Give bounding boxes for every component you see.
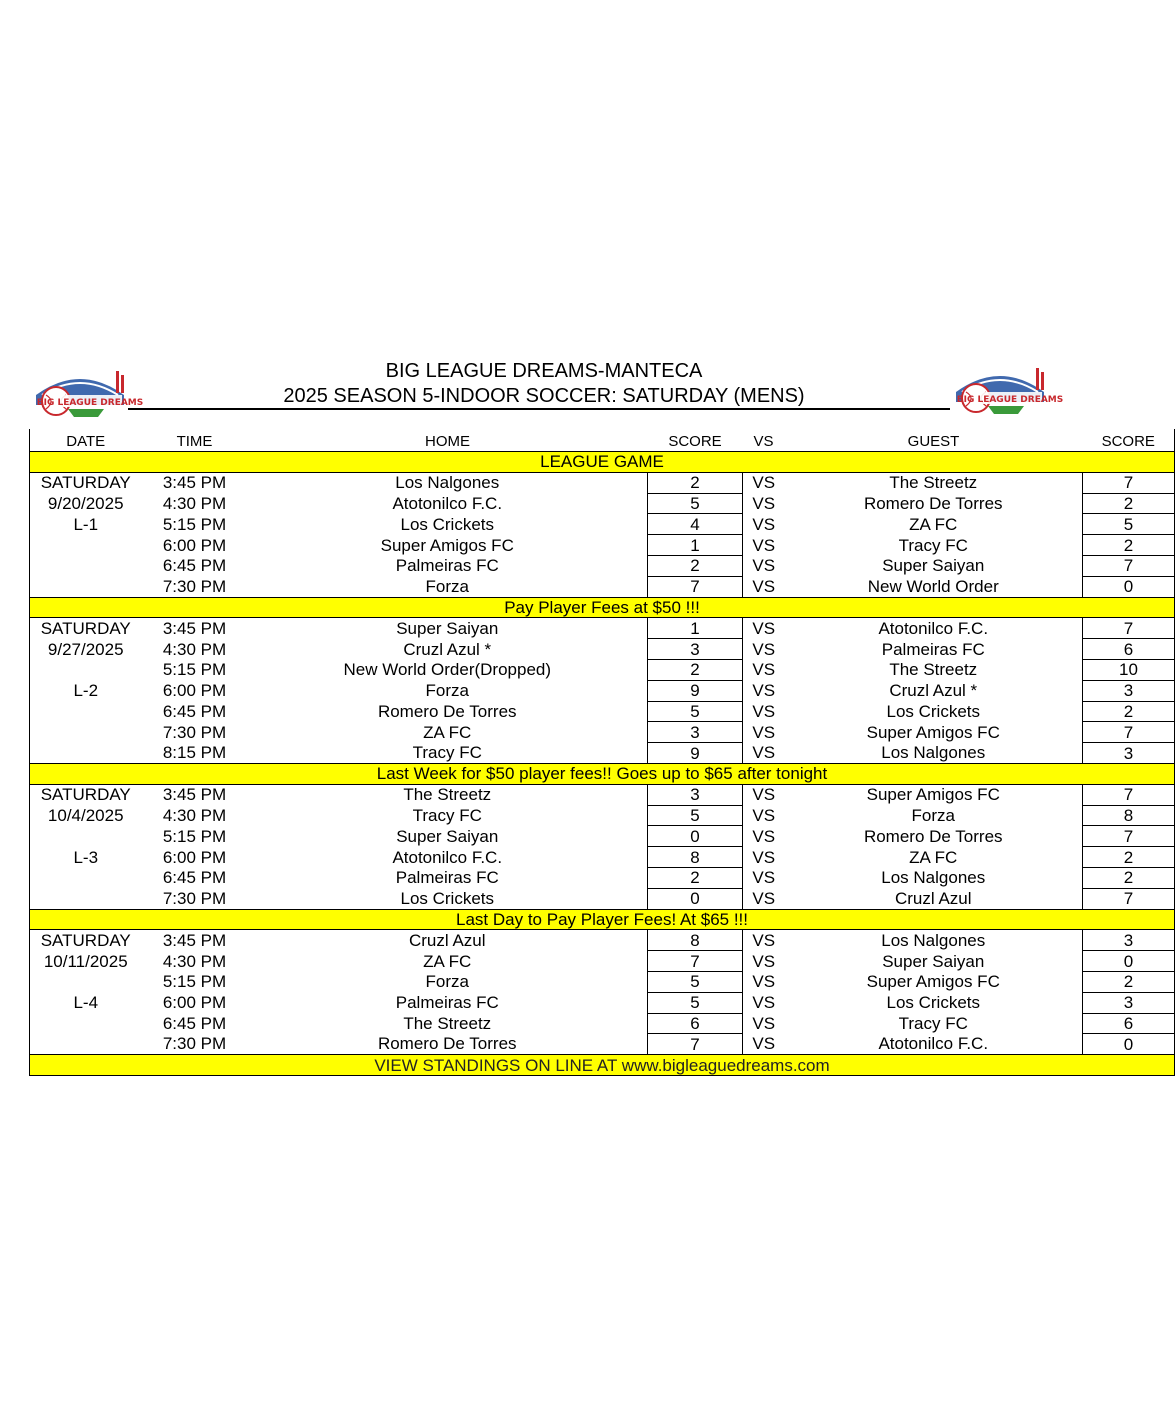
guest-score: 2 xyxy=(1083,971,1175,992)
home-team: Cruzl Azul * xyxy=(403,639,492,659)
home-score: 9 xyxy=(648,743,743,764)
home-team: ZA FC xyxy=(423,722,472,742)
date-label: 9/20/2025 xyxy=(47,493,124,513)
guest-score: 2 xyxy=(1083,535,1175,556)
game-row xyxy=(30,992,1175,1013)
guest-score: 3 xyxy=(1083,743,1175,764)
big-league-dreams-logo-left xyxy=(32,365,144,421)
date-label xyxy=(30,701,142,722)
vs-label: VS xyxy=(752,993,776,1013)
banner-text: Last Day to Pay Player Fees! At $65 !!! xyxy=(30,909,1175,930)
vs-label: VS xyxy=(752,743,776,763)
banner-row xyxy=(30,763,1175,784)
banner-row xyxy=(30,452,1175,473)
home-score: 3 xyxy=(648,722,743,743)
column-header: HOME xyxy=(248,433,648,452)
game-row xyxy=(30,971,1175,992)
vs-label: VS xyxy=(752,722,776,742)
vs-label: VS xyxy=(752,785,776,805)
home-team: Super Amigos FC xyxy=(380,535,514,555)
home-team: Los Crickets xyxy=(400,888,495,908)
game-time: 6:00 PM xyxy=(162,993,227,1013)
home-team: Los Crickets xyxy=(400,514,495,534)
game-time: 5:15 PM xyxy=(162,514,227,534)
game-row xyxy=(30,493,1175,514)
game-time: 5:15 PM xyxy=(162,972,227,992)
guest-score: 7 xyxy=(1083,784,1175,805)
vs-label: VS xyxy=(752,701,776,721)
date-label: SATURDAY xyxy=(40,473,131,493)
home-team: Cruzl Azul xyxy=(408,930,486,950)
date-label: 9/27/2025 xyxy=(47,639,124,659)
date-label: SATURDAY xyxy=(40,619,131,639)
guest-team: Super Amigos FC xyxy=(866,972,1000,992)
date-label: L-4 xyxy=(73,993,99,1013)
home-team: Super Saiyan xyxy=(396,619,499,639)
vs-label: VS xyxy=(752,556,776,576)
game-time: 7:30 PM xyxy=(162,576,227,596)
guest-team: Romero De Torres xyxy=(863,493,1003,513)
home-score: 5 xyxy=(648,992,743,1013)
game-row xyxy=(30,701,1175,722)
game-time: 6:00 PM xyxy=(162,681,227,701)
home-team: Tracy FC xyxy=(412,743,482,763)
game-time: 5:15 PM xyxy=(162,660,227,680)
vs-label: VS xyxy=(752,681,776,701)
home-team: Romero De Torres xyxy=(377,701,517,721)
game-time: 6:45 PM xyxy=(162,1013,227,1033)
vs-label: VS xyxy=(752,514,776,534)
home-team: The Streetz xyxy=(403,785,492,805)
home-score: 4 xyxy=(648,514,743,535)
vs-label: VS xyxy=(752,1034,776,1054)
game-row xyxy=(30,618,1175,639)
game-row xyxy=(30,784,1175,805)
game-time: 3:45 PM xyxy=(162,930,227,950)
svg-text:BIG LEAGUE DREAMS: BIG LEAGUE DREAMS xyxy=(36,398,144,408)
game-row xyxy=(30,722,1175,743)
game-row xyxy=(30,888,1175,909)
game-row xyxy=(30,951,1175,972)
game-time: 6:45 PM xyxy=(162,556,227,576)
guest-team: Super Amigos FC xyxy=(866,785,1000,805)
svg-text:BIG LEAGUE DREAMS: BIG LEAGUE DREAMS xyxy=(956,395,1064,405)
banner-text: LEAGUE GAME xyxy=(30,452,1175,473)
guest-team: Super Saiyan xyxy=(882,951,985,971)
banner-text: Last Week for $50 player fees!! Goes up to $65 after tonight xyxy=(30,763,1175,784)
date-label xyxy=(30,1034,142,1055)
guest-team: ZA FC xyxy=(909,514,958,534)
date-label xyxy=(30,743,142,764)
date-label xyxy=(30,576,142,597)
home-score: 7 xyxy=(648,576,743,597)
date-label xyxy=(30,971,142,992)
guest-team: Tracy FC xyxy=(898,535,968,555)
home-score: 8 xyxy=(648,847,743,868)
guest-team: Tracy FC xyxy=(898,1013,968,1033)
home-team: Palmeiras FC xyxy=(395,868,499,888)
guest-score: 2 xyxy=(1083,847,1175,868)
home-team: Super Saiyan xyxy=(396,826,499,846)
game-time: 3:45 PM xyxy=(162,785,227,805)
game-time: 4:30 PM xyxy=(162,951,227,971)
game-row xyxy=(30,1034,1175,1055)
date-label xyxy=(30,888,142,909)
guest-score: 0 xyxy=(1083,576,1175,597)
date-label: 10/4/2025 xyxy=(47,805,124,825)
home-team: Palmeiras FC xyxy=(395,556,499,576)
guest-score: 0 xyxy=(1083,1034,1175,1055)
guest-team: Super Amigos FC xyxy=(866,722,1000,742)
vs-label: VS xyxy=(752,805,776,825)
date-label: SATURDAY xyxy=(40,785,131,805)
page-subtitle: 2025 SEASON 5-INDOOR SOCCER: SATURDAY (MENS) xyxy=(283,385,805,407)
vs-label: VS xyxy=(752,930,776,950)
page-title: BIG LEAGUE DREAMS-MANTECA xyxy=(385,360,703,382)
home-score: 8 xyxy=(648,930,743,951)
vs-label: VS xyxy=(752,826,776,846)
home-score: 7 xyxy=(648,951,743,972)
vs-label: VS xyxy=(752,660,776,680)
vs-label: VS xyxy=(752,888,776,908)
game-row xyxy=(30,576,1175,597)
home-team: Palmeiras FC xyxy=(395,993,499,1013)
guest-score: 7 xyxy=(1083,472,1175,493)
home-team: ZA FC xyxy=(423,951,472,971)
game-time: 6:00 PM xyxy=(162,847,227,867)
guest-team: Los Nalgones xyxy=(881,930,986,950)
guest-team: The Streetz xyxy=(889,660,978,680)
home-score: 5 xyxy=(648,805,743,826)
game-time: 6:45 PM xyxy=(162,868,227,888)
home-team: Forza xyxy=(425,972,469,992)
guest-team: Cruzl Azul xyxy=(894,888,972,908)
game-row xyxy=(30,1013,1175,1034)
guest-team: Forza xyxy=(911,805,955,825)
game-row xyxy=(30,472,1175,493)
column-header: GUEST xyxy=(785,433,1083,452)
banner-text: Pay Player Fees at $50 !!! xyxy=(30,597,1175,618)
column-header: VS xyxy=(743,433,785,452)
date-label xyxy=(30,826,142,847)
guest-team: Palmeiras FC xyxy=(881,639,985,659)
home-team: Forza xyxy=(425,576,469,596)
home-team: Romero De Torres xyxy=(377,1034,517,1054)
guest-score: 7 xyxy=(1083,888,1175,909)
game-time: 4:30 PM xyxy=(162,805,227,825)
guest-score: 7 xyxy=(1083,555,1175,576)
guest-score: 8 xyxy=(1083,805,1175,826)
guest-team: Super Saiyan xyxy=(882,556,985,576)
home-team: Atotonilco F.C. xyxy=(392,847,503,867)
vs-label: VS xyxy=(752,619,776,639)
guest-score: 3 xyxy=(1083,680,1175,701)
vs-label: VS xyxy=(752,639,776,659)
guest-score: 10 xyxy=(1083,659,1175,680)
guest-team: Los Crickets xyxy=(886,993,981,1013)
guest-team: New World Order xyxy=(867,576,999,596)
home-score: 3 xyxy=(648,639,743,660)
guest-score: 6 xyxy=(1083,1013,1175,1034)
game-row xyxy=(30,826,1175,847)
game-time: 6:45 PM xyxy=(162,701,227,721)
standings-link-text: VIEW STANDINGS ON LINE AT www.bigleaguedreams.com xyxy=(30,1055,1175,1076)
vs-label: VS xyxy=(752,868,776,888)
game-row xyxy=(30,555,1175,576)
game-time: 7:30 PM xyxy=(162,1034,227,1054)
game-row xyxy=(30,659,1175,680)
date-label xyxy=(30,722,142,743)
home-score: 7 xyxy=(648,1034,743,1055)
game-time: 7:30 PM xyxy=(162,888,227,908)
date-label: L-3 xyxy=(73,847,99,867)
date-label xyxy=(30,1013,142,1034)
game-time: 6:00 PM xyxy=(162,535,227,555)
footer-row xyxy=(30,1055,1175,1076)
guest-score: 7 xyxy=(1083,618,1175,639)
vs-label: VS xyxy=(752,951,776,971)
game-time: 3:45 PM xyxy=(162,619,227,639)
banner-row xyxy=(30,909,1175,930)
game-time: 8:15 PM xyxy=(162,743,227,763)
game-time: 7:30 PM xyxy=(162,722,227,742)
home-score: 0 xyxy=(648,888,743,909)
header-divider xyxy=(128,408,950,410)
home-score: 5 xyxy=(648,971,743,992)
guest-score: 6 xyxy=(1083,639,1175,660)
schedule-table xyxy=(29,429,1175,1076)
date-label xyxy=(30,535,142,556)
home-score: 1 xyxy=(648,535,743,556)
game-row xyxy=(30,867,1175,888)
column-header: SCORE xyxy=(648,433,743,452)
game-row xyxy=(30,930,1175,951)
home-team: Forza xyxy=(425,681,469,701)
vs-label: VS xyxy=(752,535,776,555)
home-score: 9 xyxy=(648,680,743,701)
game-row xyxy=(30,680,1175,701)
home-team: Tracy FC xyxy=(412,805,482,825)
guest-score: 2 xyxy=(1083,701,1175,722)
home-team: New World Order(Dropped) xyxy=(343,660,552,680)
home-score: 0 xyxy=(648,826,743,847)
guest-score: 3 xyxy=(1083,930,1175,951)
guest-team: The Streetz xyxy=(889,473,978,493)
guest-team: Romero De Torres xyxy=(863,826,1003,846)
date-label: L-2 xyxy=(73,681,99,701)
guest-score: 7 xyxy=(1083,826,1175,847)
home-team: The Streetz xyxy=(403,1013,492,1033)
guest-score: 3 xyxy=(1083,992,1175,1013)
guest-score: 2 xyxy=(1083,493,1175,514)
home-score: 5 xyxy=(648,493,743,514)
vs-label: VS xyxy=(752,1013,776,1033)
date-label: L-1 xyxy=(73,514,99,534)
home-team: Atotonilco F.C. xyxy=(392,493,503,513)
game-time: 4:30 PM xyxy=(162,493,227,513)
date-label: SATURDAY xyxy=(40,930,131,950)
guest-team: Cruzl Azul * xyxy=(889,681,978,701)
column-header: SCORE xyxy=(1083,433,1175,452)
home-score: 6 xyxy=(648,1013,743,1034)
date-label: 10/11/2025 xyxy=(43,951,128,971)
guest-team: ZA FC xyxy=(909,847,958,867)
guest-team: Atotonilco F.C. xyxy=(878,619,989,639)
game-row xyxy=(30,847,1175,868)
guest-team: Los Crickets xyxy=(886,701,981,721)
guest-score: 7 xyxy=(1083,722,1175,743)
date-label xyxy=(30,659,142,680)
home-score: 3 xyxy=(648,784,743,805)
vs-label: VS xyxy=(752,473,776,493)
vs-label: VS xyxy=(752,972,776,992)
vs-label: VS xyxy=(752,847,776,867)
home-score: 2 xyxy=(648,659,743,680)
guest-team: Los Nalgones xyxy=(881,868,986,888)
vs-label: VS xyxy=(752,576,776,596)
home-team: Los Nalgones xyxy=(395,473,500,493)
home-score: 2 xyxy=(648,472,743,493)
column-header: TIME xyxy=(142,433,248,452)
game-row xyxy=(30,535,1175,556)
guest-team: Atotonilco F.C. xyxy=(878,1034,989,1054)
home-score: 2 xyxy=(648,555,743,576)
game-row xyxy=(30,514,1175,535)
home-score: 2 xyxy=(648,867,743,888)
guest-score: 0 xyxy=(1083,951,1175,972)
big-league-dreams-logo-right xyxy=(952,362,1064,418)
vs-label: VS xyxy=(752,493,776,513)
guest-score: 5 xyxy=(1083,514,1175,535)
banner-row xyxy=(30,597,1175,618)
game-row xyxy=(30,639,1175,660)
date-label xyxy=(30,555,142,576)
game-row xyxy=(30,805,1175,826)
game-time: 5:15 PM xyxy=(162,826,227,846)
column-header: DATE xyxy=(30,433,142,452)
game-time: 3:45 PM xyxy=(162,473,227,493)
guest-score: 2 xyxy=(1083,867,1175,888)
game-row xyxy=(30,743,1175,764)
schedule-header xyxy=(30,429,1175,452)
date-label xyxy=(30,867,142,888)
guest-team: Los Nalgones xyxy=(881,743,986,763)
home-score: 5 xyxy=(648,701,743,722)
home-score: 1 xyxy=(648,618,743,639)
game-time: 4:30 PM xyxy=(162,639,227,659)
